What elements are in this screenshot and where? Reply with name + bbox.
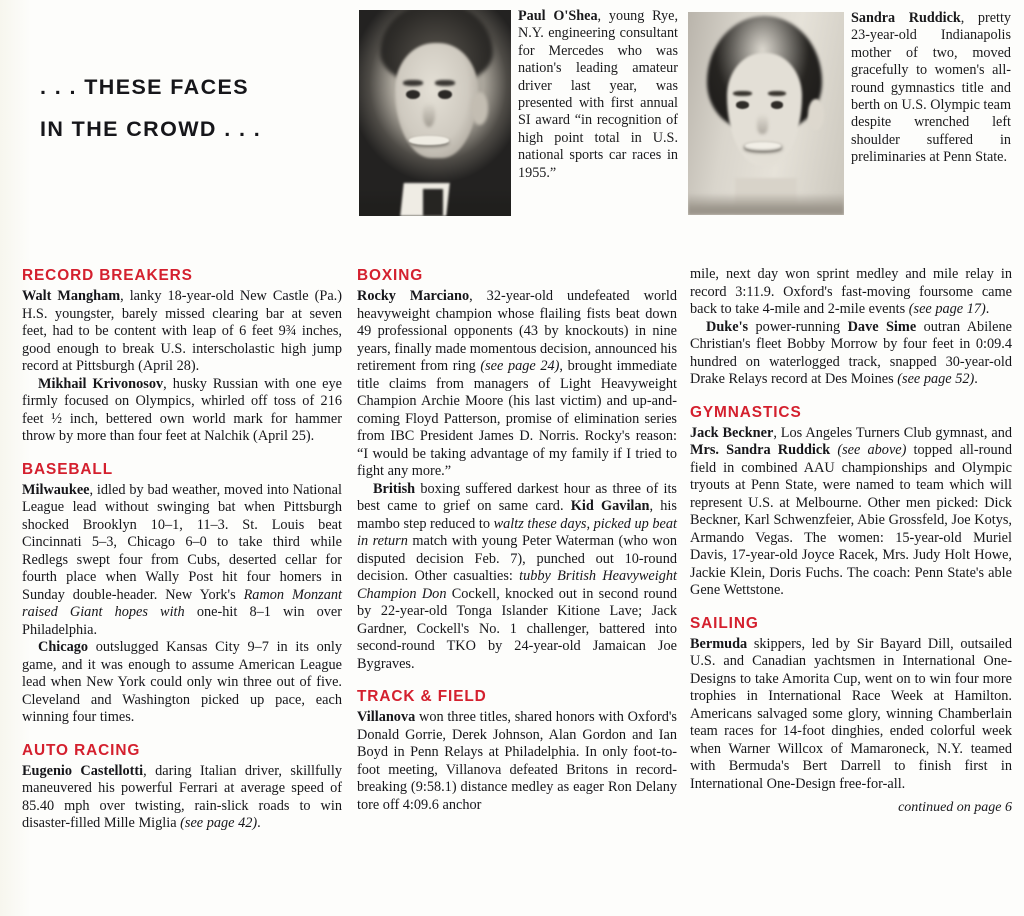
article-paragraph: Rocky Marciano, 32-year-old undefeated world heavyweight champion whose flailing fists beat down 49 professional opponents (43 by knockouts) in nine years, finally made momentous decision, announced his retirement from ring (see page 24), brought immediate title claims from managers of Light Heavyweight Champion Archie Moore (his last victim) and up-and-coming Floyd Patterson, promise of elimination series from IBC President James D. Norris. Rocky's reason: “I would be taking advantage of my family if I tried to fight any more.” xyxy=(357,288,678,479)
column-three xyxy=(690,266,1012,817)
caption-name: Paul O'Shea xyxy=(518,8,598,24)
section-heading-auto-racing: AUTO RACING xyxy=(22,741,141,759)
article-paragraph: Villanova won three titles, shared honors with Oxford's Donald Gorrie, Derek Johnson, Alan Gordon and Ian Boyd in Penn Relays at Philadelphia. In only foot-to-foot meeting, Villanova defeated Britons in record-breaking (9:58.1) distance medley as eager Ron Delany tore off 4:09.6 anchor xyxy=(357,709,677,813)
page-title-line-1: . . . THESE FACES xyxy=(40,75,249,99)
column-two xyxy=(357,266,677,814)
page-title xyxy=(40,66,340,150)
section-heading-boxing: BOXING xyxy=(357,267,424,284)
caption-text: , pretty 23-year-old Indianapolis mother of two, moved gracefully to women's all-round gymnastics title and berth on U.S. Olympic team despite wrenched left shoulder suffered in preliminaries at Penn State. xyxy=(851,10,1011,166)
paragraph-lead: Mikhail Krivonosov xyxy=(38,375,164,392)
paragraph-lead: Bermuda xyxy=(690,635,748,652)
caption-name: Sandra Ruddick xyxy=(851,10,961,26)
paragraph-lead: Eugenio Castellotti xyxy=(22,762,144,779)
column-one xyxy=(22,266,342,833)
section-heading-record-breakers: RECORD BREAKERS xyxy=(22,267,193,284)
section-heading-track-and-field: TRACK & FIELD xyxy=(357,688,487,705)
caption-text: , young Rye, N.Y. engineering consultant for Mercedes who was nation's leading amateur driver last year, was presented with first annual SI award “in recognition of high point total in U.S. national sports car races in 1955.” xyxy=(518,8,678,181)
article-paragraph: Duke's power-running Dave Sime outran Abilene Christian's fleet Bobby Morrow by four feet in 0:09.4 hundred on waterlogged track, snapped 30-year-old Drake Relays record at Des Moines (see page 52). xyxy=(690,318,1012,387)
paragraph-lead: Villanova xyxy=(357,709,416,725)
paragraph-lead: Jack Beckner xyxy=(690,424,774,441)
paragraph-lead: British xyxy=(373,480,416,497)
section-heading-baseball: BASEBALL xyxy=(22,460,113,478)
paragraph-lead: Walt Mangham xyxy=(22,288,121,304)
sandra-ruddick-portrait xyxy=(688,12,844,215)
paragraph-lead: Milwaukee xyxy=(22,481,90,498)
paragraph-lead: Rocky Marciano xyxy=(357,288,470,304)
caption-sandra-ruddick xyxy=(851,10,1011,167)
section-heading-sailing: SAILING xyxy=(690,614,759,632)
paragraph-lead: Duke's xyxy=(706,318,749,335)
paul-oshea-portrait xyxy=(359,10,511,216)
caption-paul-oshea xyxy=(518,8,678,182)
article-paragraph: British boxing suffered darkest hour as three of its best came to grief on same card. Kid Gavilan, his mambo step reduced to waltz these days, picked up beat in return match with young Peter Waterman (who won disputed decision Feb. 7), punched out 10-round decision. Other casualties: tubby British Heavyweight Champion Don Cockell, knocked out in second round by 22-year-old Tonga Islander Kitione Lave; Jack Gardner, Cockell's No. 1 challenger, battered into second-round TKO by 24-year-old Jamaican Joe Bygraves. xyxy=(357,480,678,672)
continued-note: continued on page 6 xyxy=(898,800,1012,815)
portrait-art xyxy=(359,10,511,216)
page-title-line-2: IN THE CROWD . . . xyxy=(40,117,262,141)
article-paragraph: Bermuda skippers, led by Sir Bayard Dill, outsailed U.S. and Canadian yachtsmen in International One-Designs to take Amorita Cup, went on to win four more trophies in International Race Week at Hamilton. Americans salvaged some glory, winning Chamberlain team races for 14-foot dinghies, ended colorful week when Warner Willcox of Mamaroneck, N.Y. teamed with Bermuda's Bert Darrell to finish first in International One-Design free-for-all. xyxy=(690,635,1012,792)
portrait-art xyxy=(688,12,844,215)
article-paragraph: Chicago outslugged Kansas City 9–7 in its only game, and it was enough to assume American League lead when New York could only win three out of five. Cleveland and Washington picked up pace, each winning four times. xyxy=(22,639,342,725)
paragraph-lead: Chicago xyxy=(38,639,89,655)
section-heading-gymnastics: GYMNASTICS xyxy=(690,403,802,421)
masthead xyxy=(0,0,352,250)
article-paragraph: Jack Beckner, Los Angeles Turners Club gymnast, and Mrs. Sandra Ruddick (see above) topped all-round field in combined AAU championships and Olympic tryouts at Penn State, were named to team which will represent U.S. at Melbourne. Other men picked: Dick Beckner, Karl Schwenzfeier, Abie Grossfeld, Joe Kotys, Armando Vegas. The women: 15-year-old Muriel Davis, 17-year-old Joyce Racek, Mrs. Judy Holt Howe, Jackie Klein, Doris Fuchs. The coach: Penn State's able Gene Wettstone. xyxy=(690,424,1013,598)
article-paragraph: Milwaukee, idled by bad weather, moved into National League lead without swinging bat when Pittsburgh shocked Brooklyn 10–1, 11–3. St. Louis beat Cincinnati 5–3, Chicago 6–0 to take third while Redlegs swept four from Cubs, deserted cellar for fourth place when Wally Post hit four homers in Sunday double-header. New York's Ramon Monzant raised Giant hopes with one-hit 8–1 win over Philadelphia. xyxy=(22,481,342,638)
article-paragraph: Mikhail Krivonosov, husky Russian with one eye firmly focused on Olympics, whirled off toss of 216 feet ½ inch, bettered own world mark for hammer throw by more than four feet at Nalchik (April 25). xyxy=(22,375,343,444)
article-paragraph: Walt Mangham, lanky 18-year-old New Castle (Pa.) H.S. youngster, barely missed clearing bar at seven feet, had to be content with leap of 6 feet 9¾ inches, good enough to break U.S. interscholastic high jump record at Pittsburgh (April 28). xyxy=(22,288,342,374)
article-paragraph: Eugenio Castellotti, daring Italian driver, skillfully maneuvered his powerful Ferrari at average speed of 85.40 mph over twisting, rain-slick roads to win disaster-filled Mille Miglia (see page 42). xyxy=(22,762,343,831)
article-paragraph-continuation: mile, next day won sprint medley and mile relay in record 3:11.9. Oxford's fast-moving foursome came back to take 4-mile and 2-mile events (see page 17). xyxy=(690,266,1012,317)
